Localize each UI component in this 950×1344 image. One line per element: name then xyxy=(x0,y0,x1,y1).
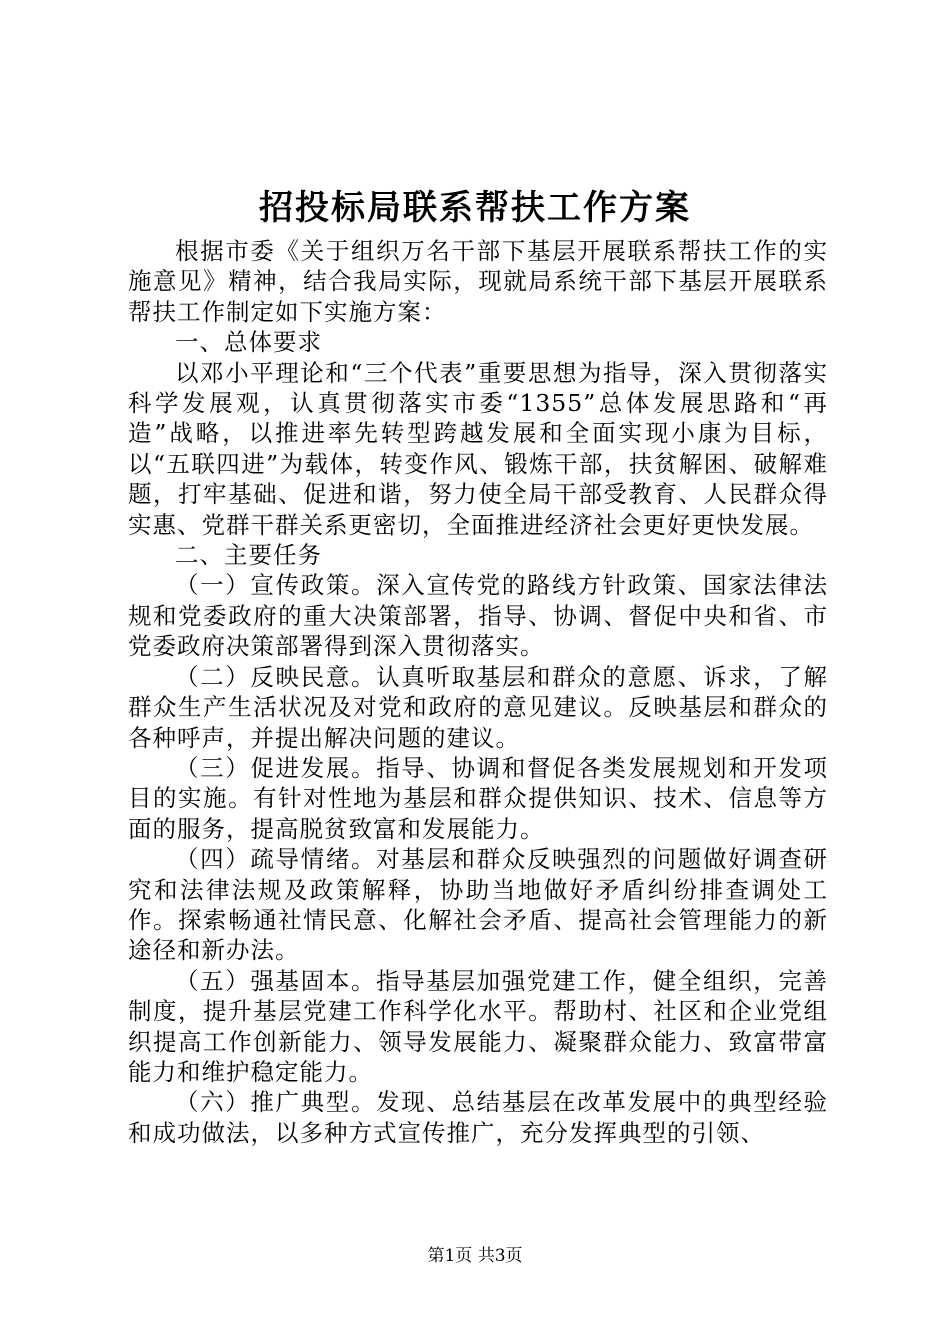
paragraph-general-requirements: 以邓小平理论和“三个代表”重要思想为指导，深入贯彻落实科学发展观，认真贯彻落实市委“1355”总体发展思路和“再造”战略，以推进率先转型跨越发展和全面实现小康为目标，以“五联四进”为载体，转变作风、锻炼干部，扶贫解困、破解难题，打牢基础、促进和谐，努力使全局干部受教育、人民群众得实惠、党群干群关系更密切，全面推进经济社会更好更快发展。 xyxy=(128,358,828,539)
paragraph-task-4: （四）疏导情绪。对基层和群众反映强烈的问题做好调查研究和法律法规及政策解释，协助当地做好矛盾纠纷排查调处工作。探索畅通社情民意、化解社会矛盾、提高社会管理能力的新途径和新办法。 xyxy=(128,845,828,965)
paragraph-task-1: （一）宣传政策。深入宣传党的路线方针政策、国家法律法规和党委政府的重大决策部署，指导、协调、督促中央和省、市党委政府决策部署得到深入贯彻落实。 xyxy=(128,571,828,661)
paragraph-task-3: （三）促进发展。指导、协调和督促各类发展规划和开发项目的实施。有针对性地为基层和群众提供知识、技术、信息等方面的服务，提高脱贫致富和发展能力。 xyxy=(128,753,828,843)
paragraph-task-5: （五）强基固本。指导基层加强党建工作，健全组织，完善制度，提升基层党建工作科学化水平。帮助村、社区和企业党组织提高工作创新能力、领导发展能力、凝聚群众能力、致富带富能力和维护稳定能力。 xyxy=(128,966,828,1086)
document-title: 招投标局联系帮扶工作方案 xyxy=(259,188,691,228)
document-body xyxy=(128,236,828,1148)
section-heading-general-requirements: 一、总体要求 xyxy=(175,328,322,357)
paragraph-intro: 根据市委《关于组织万名干部下基层开展联系帮扶工作的实施意见》精神，结合我局实际，现就局系统干部下基层开展联系帮扶工作制定如下实施方案： xyxy=(128,237,828,326)
paragraph-task-6: （六）推广典型。发现、总结基层在改革发展中的典型经验和成功做法，以多种方式宣传推广，充分发挥典型的引领、 xyxy=(128,1088,828,1147)
paragraph-task-2: （二）反映民意。认真听取基层和群众的意愿、诉求，了解群众生产生活状况及对党和政府的意见建议。反映基层和群众的各种呼声，并提出解决问题的建议。 xyxy=(128,662,828,752)
section-heading-main-tasks: 二、主要任务 xyxy=(175,541,322,570)
page-indicator: 第1页 共3页 xyxy=(427,1246,523,1266)
